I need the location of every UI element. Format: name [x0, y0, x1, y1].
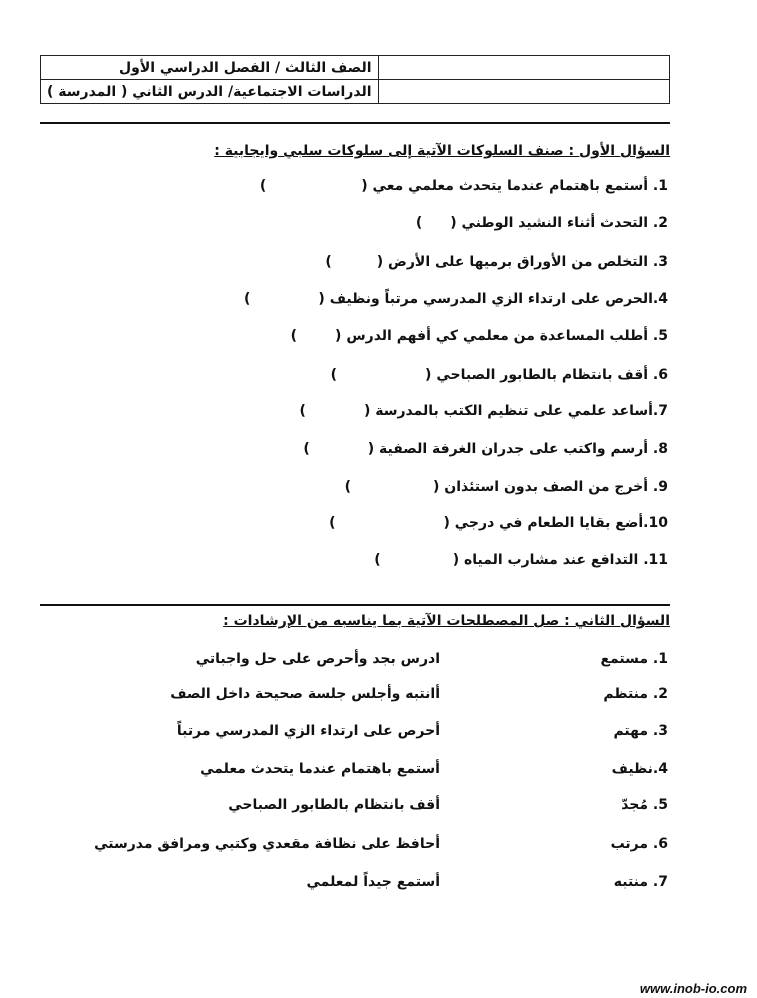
- item-text: 1. أستمع باهتمام عندما يتحدث معلمي معي: [372, 178, 668, 194]
- answer-blank[interactable]: (): [415, 215, 457, 231]
- item-text: 9. أخرج من الصف بدون استئذان: [444, 479, 668, 495]
- q2-instruction: ادرس بجد وأحرص على حل واجباتي: [195, 651, 440, 667]
- answer-blank[interactable]: (): [330, 367, 432, 383]
- q2-term: 2. منتظم: [603, 686, 668, 702]
- header-lesson: الدراسات الاجتماعية/ الدرس الثاني ( المدرسة ): [41, 80, 379, 104]
- item-text: 5. أطلب المساعدة من معلمي كي أفهم الدرس: [346, 328, 668, 344]
- q1-item: [291, 328, 668, 344]
- item-text: 4.الحرص على ارتداء الزي المدرسي مرتباً ونظيف: [329, 291, 668, 307]
- q1-title: السؤال الأول : صنف السلوكات الآتية إلى سلوكات سلبي وايجابية :: [214, 143, 670, 159]
- answer-blank[interactable]: (): [325, 254, 384, 270]
- q2-instruction: أحافظ على نظافة مقعدي وكتبي ومرافق مدرستي: [94, 836, 440, 852]
- q1-item: [300, 403, 668, 419]
- header-grade: الصف الثالث / الفصل الدراسي الأول: [41, 56, 379, 80]
- q1-item: [303, 441, 668, 457]
- answer-blank[interactable]: (): [244, 291, 325, 307]
- item-text: 10.أضع بقايا الطعام في درجي: [454, 515, 668, 531]
- q1-item: [345, 479, 668, 495]
- answer-blank[interactable]: (): [329, 515, 450, 531]
- answer-blank[interactable]: (): [344, 479, 440, 495]
- q1-item: [331, 367, 668, 383]
- q2-instruction: أستمع جيداً لمعلمي: [306, 874, 440, 890]
- q2-instruction: أقف بانتظام بالطابور الصباحي: [228, 797, 440, 813]
- answer-blank[interactable]: (): [290, 328, 342, 344]
- answer-blank[interactable]: (): [374, 552, 460, 568]
- q2-term: 5. مُجدّ: [621, 797, 668, 813]
- q2-instruction: أانتبه وأجلس جلسة صحيحة داخل الصف: [170, 686, 440, 702]
- answer-blank[interactable]: (): [303, 441, 375, 457]
- divider: [40, 604, 670, 606]
- q2-title: السؤال الثاني : صل المصطلحات الآتية بما يناسبه من الإرشادات :: [223, 613, 670, 629]
- q1-item: [244, 291, 668, 307]
- item-text: 7.أساعد علمي على تنظيم الكتب بالمدرسة: [375, 403, 668, 419]
- q2-term: 6. مرتب: [610, 836, 668, 852]
- item-text: 6. أقف بانتظام بالطابور الصباحي: [436, 367, 668, 383]
- q1-item: [260, 178, 668, 194]
- q2-term: 3. مهتم: [613, 723, 668, 739]
- q1-item: [374, 552, 668, 568]
- q2-term: 1. مستمع: [600, 651, 668, 667]
- footer-watermark: www.inob-io.com: [639, 981, 747, 996]
- q2-instruction: أستمع باهتمام عندما يتحدث معلمي: [200, 761, 440, 777]
- q1-item: [329, 515, 668, 531]
- q1-item: [325, 254, 668, 270]
- item-text: 2. التحدث أثناء النشيد الوطني: [461, 215, 668, 231]
- divider: [40, 122, 670, 124]
- item-text: 8. أرسم واكتب على جدران الغرفة الصفية: [379, 441, 668, 457]
- header-blank-cell: [378, 56, 669, 80]
- q2-term: 4.نظيف: [611, 761, 668, 777]
- answer-blank[interactable]: (): [299, 403, 371, 419]
- item-text: 3. التخلص من الأوراق برميها على الأرض: [388, 254, 668, 270]
- answer-blank[interactable]: (): [259, 178, 368, 194]
- header-blank-cell: [378, 80, 669, 104]
- q2-instruction: أحرص على ارتداء الزي المدرسي مرتباً: [176, 723, 440, 739]
- q2-term: 7. منتبه: [613, 874, 668, 890]
- header-table: [40, 55, 670, 104]
- q1-item: [416, 215, 668, 231]
- item-text: 11. التدافع عند مشارب المياه: [463, 552, 668, 568]
